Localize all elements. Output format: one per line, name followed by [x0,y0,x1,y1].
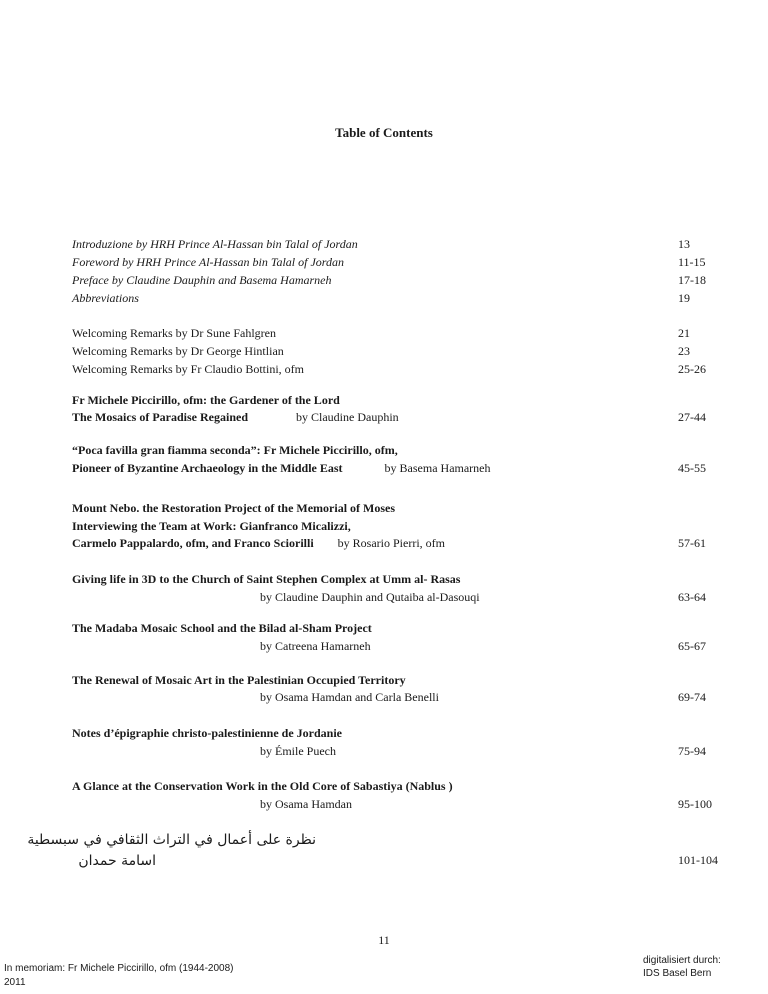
toc-arabic-title: نظرة على أعمال في التراث الثقافي في سبسطية [27,832,316,848]
toc-entry-subtitle: Pioneer of Byzantine Archaeology in the Middle East [72,461,343,475]
toc-page-number: 23 [678,344,690,358]
toc-entry-title: A Glance at the Conservation Work in the Old Core of Sabastiya (Nablus ) [72,779,453,793]
toc-page-number: 101-104 [678,853,718,867]
toc-welcome-hintlian: Welcoming Remarks by Dr George Hintlian [72,344,284,358]
toc-page-number: 27-44 [678,410,706,424]
toc-page-number: 57-61 [678,536,706,550]
toc-entry-author: by Osama Hamdan and Carla Benelli [260,690,439,704]
toc-front-foreword: Foreword by HRH Prince Al-Hassan bin Talal of Jordan [72,255,344,269]
toc-entry-subtitle: The Mosaics of Paradise Regained [72,410,248,424]
toc-entry-title: Fr Michele Piccirillo, ofm: the Gardener of the Lord [72,393,340,407]
toc-page-number: 13 [678,237,690,251]
toc-entry-title: Mount Nebo. the Restoration Project of the Memorial of Moses [72,501,396,515]
toc-entry-author: by Osama Hamdan [260,797,352,811]
footer-right-line2: IDS Basel Bern [643,968,712,979]
toc-entry-subtitle: Interviewing the Team at Work: Gianfranco Micalizzi, [72,519,351,533]
page-number: 11 [378,933,390,947]
toc-page-number: 17-18 [678,273,706,287]
toc-entry-author: by Émile Puech [260,744,336,758]
toc-entry-title [72,410,399,424]
toc-page-number: 95-100 [678,797,712,811]
toc-front-abbreviations: Abbreviations [72,291,139,305]
toc-front-introduzione: Introduzione by HRH Prince Al-Hassan bin Talal of Jordan [72,237,358,251]
toc-entry-author: by Basema Hamarneh [384,461,491,475]
toc-entry-title [72,461,491,475]
footer-right-line1: digitalisiert durch: [643,955,721,966]
footer-left-line1: In memoriam: Fr Michele Piccirillo, ofm (1944-2008) [4,963,234,974]
toc-page-number: 75-94 [678,744,706,758]
toc-entry-subtitle: Carmelo Pappalardo, ofm, and Franco Sciorilli [72,536,314,550]
toc-page-number: 69-74 [678,690,706,704]
toc-front-preface: Preface by Claudine Dauphin and Basema Hamarneh [72,273,332,287]
toc-entry-author: by Rosario Pierri, ofm [337,536,445,550]
toc-page-number: 63-64 [678,590,706,604]
toc-welcome-fahlgren: Welcoming Remarks by Dr Sune Fahlgren [72,326,276,340]
toc-page-number: 65-67 [678,639,706,653]
toc-page-number: 25-26 [678,362,706,376]
toc-entry-author: by Claudine Dauphin and Qutaiba al-Dasouqi [260,590,480,604]
toc-page-number: 11-15 [678,255,706,269]
toc-page-number: 21 [678,326,690,340]
toc-entry-title [72,536,445,550]
toc-entry-title: The Madaba Mosaic School and the Bilad al-Sham Project [72,621,372,635]
toc-page-number: 19 [678,291,690,305]
toc-arabic-author: اسامة حمدان [78,853,156,869]
toc-entry-author: by Catreena Hamarneh [260,639,371,653]
toc-welcome-bottini: Welcoming Remarks by Fr Claudio Bottini, ofm [72,362,305,376]
toc-entry-author: by Claudine Dauphin [296,410,399,424]
toc-entry-title: Giving life in 3D to the Church of Saint Stephen Complex at Umm al- Rasas [72,572,461,586]
toc-page-number: 45-55 [678,461,706,475]
toc-entry-title: “Poca favilla gran fiamma seconda”: Fr Michele Piccirillo, ofm, [72,443,398,457]
toc-entry-title: The Renewal of Mosaic Art in the Palestinian Occupied Territory [72,673,406,687]
footer-left-line2: 2011 [4,977,26,988]
toc-entry-title: Notes d’épigraphie christo-palestinienne de Jordanie [72,726,342,740]
page-title: Table of Contents [335,125,433,140]
